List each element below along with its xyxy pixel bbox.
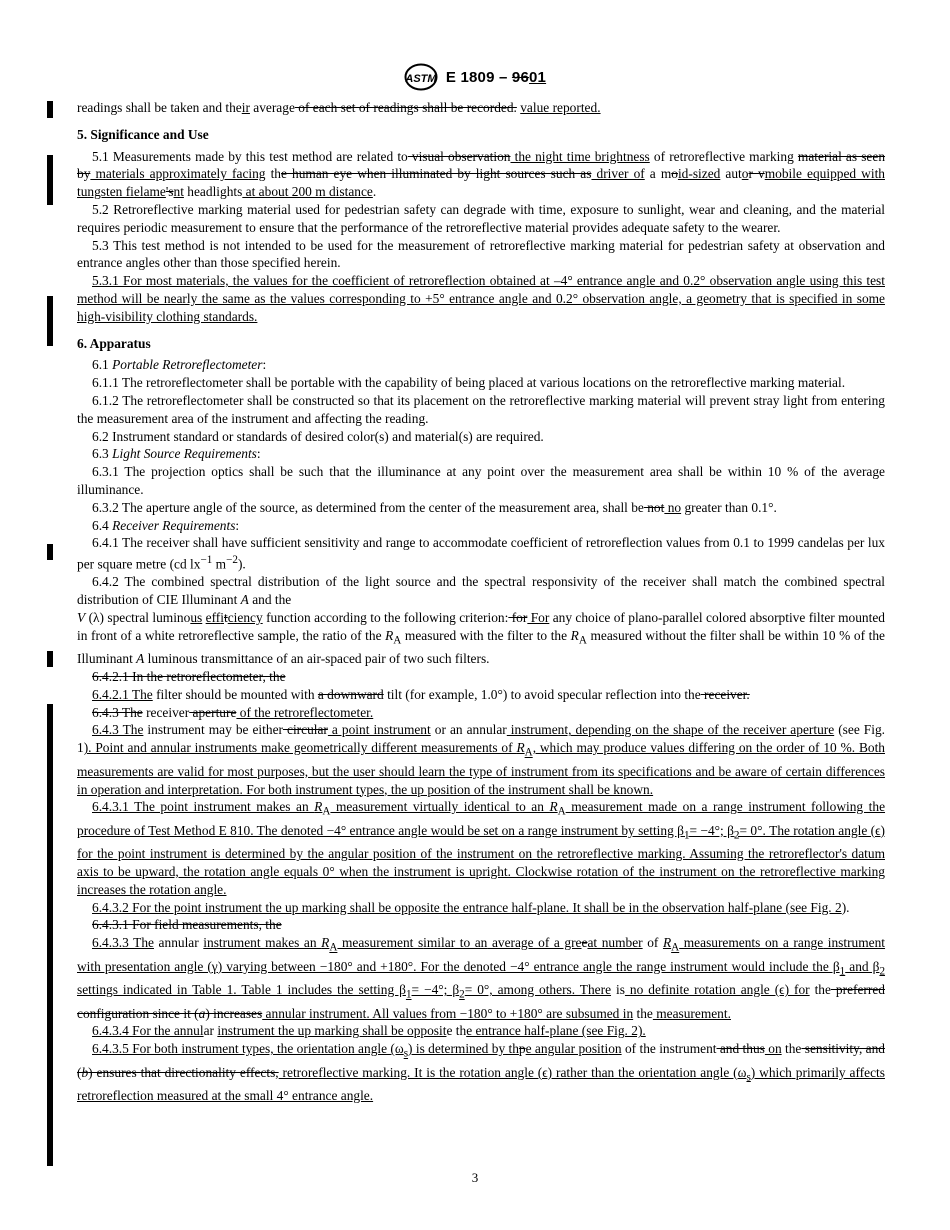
paragraph-6-1-2: 6.1.2 The retroreflectometer shall be constructed so that its placement on the retroreflective marking material will prevent stray light from entering the measurement area of the instrument and affecting the reading. — [77, 392, 885, 426]
change-bar — [47, 155, 53, 205]
paragraph-6-4-2-1-deleted: 6.4.2.1 In the retroreflectometer, the — [92, 669, 286, 685]
designation-text: E 1809 – — [445, 68, 512, 86]
paragraph-6-4: 6.4 Receiver Requirements: — [92, 517, 240, 533]
paragraph-5-3-1: 5.3.1 For most materials, the values for the coefficient of retroreflection obtained at –4° entrance angle and 0.2° observation angle using this test method will be nearly the same as the values corresponding to +5° entrance angle and 0.2° observation angle, a geometry that is specified in some high-visibility clothing standards. — [77, 273, 885, 324]
document-designation — [446, 69, 546, 86]
paragraph-6-4-3-1-deleted: 6.4.3.1 For field measurements, the — [92, 917, 282, 933]
paragraph-6-4-3-1: 6.4.3.1 The point instrument makes an $R_A$ measurement virtually identical to an $R_A$ measurement made on a range instrument following the procedure of Test Method E 810. The denoted −4° entrance angle would be set on a range instrument by setting $\beta_1= -4^\circ$; $\beta_2= 0^\circ$. The rotation angle (ϵ) for the point instrument is determined by the angular position of the instrument on the retroreflective marking. Assuming the retroreflector's datum axis to be upward, the rotation angle equals 0° when the instrument is upright. Clockwise rotation of the instrument on the retroreflective marking increases the rotation angle. — [77, 799, 886, 897]
paragraph-6-3: 6.3 Light Source Requirements: — [92, 446, 261, 462]
paragraph-6-4-3-4: 6.4.3.4 For the annular instrument the up marking shall be opposite the entrance half-plane (see Fig. 2). — [92, 1023, 646, 1039]
paragraph-6-4-3: 6.4.3 The instrument may be either circular a point instrument or an annular instrument, depending on the shape of the receiver aperture (see Fig. 1). Point and annular instruments make geometrically different measurements of $R_A$, which may produce values differing on the order of 10 %. Both measurements are valid for most purposes, but the user should learn the type of instrument from its specifications and be aware of certain differences in operation and interpretation. For both instrument types, the up position of the instrument shall be known. — [77, 722, 885, 797]
paragraph-6-4-3-5: 6.4.3.5 For both instrument types, the orientation angle $(\omega_s)$ is determined by thpe angular position of the instrument and thus on the sensitivity, and (b) ensures that directionality effects, retroreflective marking. It is the rotation angle (ϵ) rather than the orientation angle $(\omega_s)$ which primarily affects retroreflection measured at the small 4° entrance angle. — [77, 1041, 885, 1104]
paragraph-6-4-3-3: 6.4.3.3 The annular instrument makes an $R_A$ measurement similar to an average of a greeat number of $R_A$ measurements on a range instrument with presentation angle (γ) varying between −180° and +180°. For the denoted −4° entrance angle the range instrument would include the $\beta_1$ and $\beta_2$ settings indicated in Table 1. Table 1 includes the setting $\beta_1= -4^\circ$; $\beta_2= 0^\circ$, among others. There is no definite rotation angle (ϵ) for the preferred configuration since it (a) increases annular instrument. All values from −180° to +180° are subsumed in the measurement. — [77, 935, 886, 1021]
page-header — [0, 62, 950, 92]
document-body — [77, 99, 885, 1105]
paragraph-6-3-2: 6.3.2 The aperture angle of the source, as determined from the center of the measurement area, shall be not no greater than 0.1°. — [92, 499, 777, 515]
paragraph-5-1: 5.1 Measurements made by this test method are related to visual observation the night time brightness of retroreflective marking material as seen by materials approximately facing the human eye when illuminated by light sources such as driver of a moid-sized autor vmobile equipped with tungsten fielame'snt headlights at about 200 m distance. — [77, 148, 886, 200]
change-bar — [47, 651, 53, 667]
paragraph-6-4-3-2: 6.4.3.2 For the point instrument the up marking shall be opposite the entrance half-plane. It shall be in the observation half-plane (see Fig. 2). — [92, 899, 850, 915]
section-heading-6: 6. Apparatus — [77, 335, 151, 351]
page-number: 3 — [471, 1170, 479, 1185]
change-bar — [47, 101, 53, 118]
paragraph-6-2: 6.2 Instrument standard or standards of desired color(s) and material(s) are required. — [92, 428, 544, 444]
change-bar — [47, 704, 53, 1166]
change-bar — [47, 296, 53, 346]
old-year: 96 — [511, 68, 530, 86]
paragraph-6-1: 6.1 Portable Retroreflectometer: — [92, 357, 267, 373]
paragraph-5-3: 5.3 This test method is not intended to be used for the measurement of retroreflective marking material for pedestrian safety at observation and entrance angles other than those specified herein. — [77, 237, 885, 271]
new-year: 01 — [529, 68, 547, 86]
paragraph-5-2: 5.2 Retroreflective marking material used for pedestrian safety can degrade with time, exposure to sunlight, wear and cleaning, and the material requires periodic measurement to ensure that the performance of the retroreflective material provides adequate safety to the wearer. — [77, 201, 885, 235]
paragraph-6-4-2: 6.4.2 The combined spectral distribution of the light source and the spectral responsivity of the receiver shall match the combined spectral distribution of CIE Illuminant A and the — [77, 574, 885, 608]
svg-text:ASTM: ASTM — [405, 73, 437, 85]
paragraph-6-1-1: 6.1.1 The retroreflectometer shall be portable with the capability of being placed at various locations on the retroreflective marking material. — [92, 375, 846, 391]
change-bar — [47, 544, 53, 560]
astm-logo — [404, 63, 438, 91]
paragraph-continuation: readings shall be taken and their average of each set of readings shall be recorded. value reported. — [77, 100, 601, 115]
section-heading-5: 5. Significance and Use — [77, 126, 209, 142]
paragraph-6-4-2-continued: V (λ) spectral luminous effitciency function according to the following criterion: for For any choice of plano-parallel colored absorptive filter mounted in front of a white retroreflective sample, the ratio of the $R_A$ measured with the filter to the $R_A$ measured without the filter shall be within 10 % of the Illuminant A luminous transmittance of an air-spaced pair of two such filters. — [77, 609, 885, 667]
paragraph-6-4-3-deleted: 6.4.3 The receiver aperture of the retroreflectometer. — [92, 704, 374, 720]
paragraph-6-4-2-1: 6.4.2.1 The filter should be mounted with a downward tilt (for example, 1.0°) to avoid specular reflection into the receiver. — [92, 686, 750, 702]
paragraph-6-4-1: 6.4.1 The receiver shall have sufficient sensitivity and range to accommodate coefficient of retroreflection values from 0.1 to 1999 candelas per lux per square metre (cd $lx^{-1}$ $m^{-2}$). — [77, 535, 885, 572]
paragraph-6-3-1: 6.3.1 The projection optics shall be such that the illuminance at any point over the measurement area shall be within 10 % of the average illuminance. — [77, 464, 885, 497]
